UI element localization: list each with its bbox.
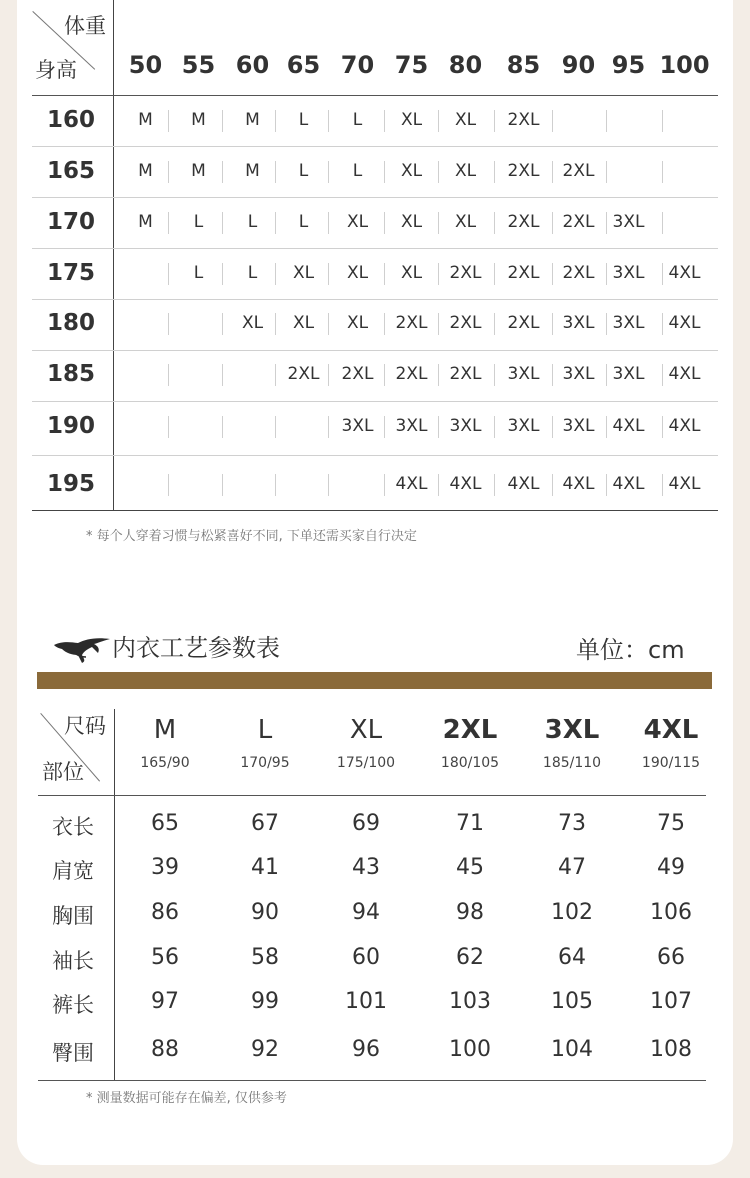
size-spec-label: 165/90: [140, 755, 190, 771]
size-cell: M: [191, 110, 206, 130]
table-divider-vertical: [113, 0, 114, 510]
size-cell: XL: [346, 313, 369, 333]
measurement-cell: 99: [251, 989, 279, 1014]
weight-column-header: 60: [235, 51, 270, 79]
size-cell: 2XL: [341, 364, 374, 384]
weight-column-header: 50: [128, 51, 163, 79]
cell-separator: [275, 474, 276, 496]
height-row-header: 180: [46, 310, 95, 336]
measurement-cell: 62: [456, 945, 484, 970]
size-cell: XL: [292, 313, 315, 333]
cell-separator: [222, 313, 223, 335]
size-cell: 2XL: [562, 212, 595, 232]
size-cell: 3XL: [562, 416, 595, 436]
size-cell: 3XL: [449, 416, 482, 436]
weight-column-header: 90: [561, 51, 596, 79]
size-column-header: L: [257, 715, 273, 745]
size-cell: 2XL: [287, 364, 320, 384]
row-divider: [32, 146, 718, 147]
measurement-cell: 102: [551, 900, 593, 925]
size-cell: 2XL: [562, 263, 595, 283]
cell-separator: [552, 110, 553, 132]
cell-separator: [494, 416, 495, 438]
size-cell: XL: [292, 263, 315, 283]
unit-label: 单位：cm: [576, 636, 685, 664]
cell-separator: [494, 313, 495, 335]
cell-separator: [494, 110, 495, 132]
cell-separator: [222, 416, 223, 438]
size-cell: 4XL: [668, 416, 701, 436]
size-column-header: M: [153, 715, 177, 745]
cell-separator: [168, 364, 169, 386]
cell-separator: [606, 110, 607, 132]
size-cell: 2XL: [449, 364, 482, 384]
cell-separator: [494, 364, 495, 386]
size-cell: L: [298, 110, 309, 130]
cell-separator: [168, 313, 169, 335]
size-cell: 2XL: [507, 212, 540, 232]
size-cell: L: [298, 212, 309, 232]
size-cell: 2XL: [562, 161, 595, 181]
size-cell: 3XL: [507, 364, 540, 384]
size-cell: 4XL: [668, 313, 701, 333]
part-row-header: 裤长: [52, 993, 94, 1017]
cell-separator: [275, 416, 276, 438]
size-cell: XL: [454, 212, 477, 232]
size-cell: L: [352, 110, 363, 130]
measurement-cell: 67: [251, 811, 279, 836]
weight-column-header: 55: [181, 51, 216, 79]
size-cell: L: [193, 212, 204, 232]
size-spec-label: 175/100: [336, 755, 396, 771]
size-cell: 4XL: [395, 474, 428, 494]
size-cell: XL: [346, 263, 369, 283]
size-cell: XL: [400, 161, 423, 181]
cell-separator: [328, 416, 329, 438]
size-cell: L: [352, 161, 363, 181]
measurement-cell: 94: [352, 900, 380, 925]
header-rule: [32, 95, 718, 96]
part-row-header: 胸围: [52, 904, 94, 928]
size-column-header: 4XL: [643, 715, 699, 745]
part-row-header: 臀围: [52, 1041, 94, 1065]
height-axis-label: 身高: [35, 58, 77, 82]
size-cell: M: [191, 161, 206, 181]
measurement-cell: 75: [657, 811, 685, 836]
height-row-header: 165: [46, 158, 95, 184]
size-column-header: XL: [349, 715, 383, 745]
size-cell: 2XL: [507, 313, 540, 333]
size-cell: 4XL: [562, 474, 595, 494]
measurement-cell: 98: [456, 900, 484, 925]
cell-separator: [222, 474, 223, 496]
cell-separator: [222, 364, 223, 386]
size-cell: M: [245, 161, 260, 181]
size-cell: M: [138, 212, 153, 232]
cell-separator: [494, 263, 495, 285]
measurement-cell: 65: [151, 811, 179, 836]
size-cell: M: [138, 110, 153, 130]
weight-column-header: 75: [394, 51, 429, 79]
size-spec-label: 185/110: [542, 755, 602, 771]
size-cell: 2XL: [507, 110, 540, 130]
row-divider: [32, 350, 718, 351]
measurement-cell: 92: [251, 1037, 279, 1062]
row-divider: [32, 299, 718, 300]
measurement-cell: 106: [650, 900, 692, 925]
table-bottom-rule: [38, 1080, 706, 1081]
measurement-cell: 60: [352, 945, 380, 970]
spec-table-title: 内衣工艺参数表: [112, 634, 280, 662]
height-row-header: 195: [46, 471, 95, 497]
size-cell: 4XL: [612, 474, 645, 494]
cell-separator: [168, 474, 169, 496]
cell-separator: [168, 263, 169, 285]
measurement-cell: 66: [657, 945, 685, 970]
header-rule: [38, 795, 706, 796]
measurement-cell: 69: [352, 811, 380, 836]
measurement-cell: 45: [456, 855, 484, 880]
weight-axis-label: 体重: [64, 14, 106, 38]
measurement-cell: 100: [449, 1037, 491, 1062]
cell-separator: [662, 161, 663, 183]
table-bottom-rule: [32, 510, 718, 511]
size-cell: 2XL: [395, 313, 428, 333]
size-cell: 2XL: [449, 263, 482, 283]
size-axis-label: 尺码: [64, 714, 106, 738]
size-cell: M: [245, 110, 260, 130]
measurement-cell: 71: [456, 811, 484, 836]
row-divider: [32, 248, 718, 249]
measurement-cell: 56: [151, 945, 179, 970]
accent-bar: [37, 672, 712, 689]
part-row-header: 肩宽: [52, 859, 94, 883]
measurement-cell: 90: [251, 900, 279, 925]
size-cell: 4XL: [449, 474, 482, 494]
size-cell: 3XL: [395, 416, 428, 436]
size-cell: 3XL: [612, 364, 645, 384]
cell-separator: [168, 416, 169, 438]
cell-separator: [662, 110, 663, 132]
measurement-cell: 96: [352, 1037, 380, 1062]
measurement-cell: 86: [151, 900, 179, 925]
measurement-cell: 64: [558, 945, 586, 970]
row-divider: [32, 455, 718, 456]
cell-separator: [494, 474, 495, 496]
height-row-header: 160: [46, 107, 95, 133]
cell-separator: [494, 212, 495, 234]
weight-column-header: 80: [448, 51, 483, 79]
size-cell: 4XL: [668, 263, 701, 283]
size-cell: 2XL: [449, 313, 482, 333]
measurement-cell: 47: [558, 855, 586, 880]
measurement-cell: 88: [151, 1037, 179, 1062]
size-cell: 3XL: [612, 212, 645, 232]
size-cell: 4XL: [507, 474, 540, 494]
height-row-header: 185: [46, 361, 95, 387]
weight-column-header: 100: [659, 51, 710, 79]
size-column-header: 3XL: [544, 715, 600, 745]
size-cell: 2XL: [507, 263, 540, 283]
measurement-cell: 49: [657, 855, 685, 880]
size-cell: L: [298, 161, 309, 181]
weight-column-header: 85: [506, 51, 541, 79]
size-cell: 3XL: [562, 364, 595, 384]
running-cheetah-logo-icon: [52, 633, 112, 665]
size-cell: 3XL: [612, 313, 645, 333]
size-cell: XL: [400, 110, 423, 130]
size-cell: XL: [400, 212, 423, 232]
size-cell: L: [247, 212, 258, 232]
cell-separator: [494, 161, 495, 183]
measurement-cell: 103: [449, 989, 491, 1014]
measurement-cell: 101: [345, 989, 387, 1014]
size-cell: XL: [346, 212, 369, 232]
size-cell: 3XL: [341, 416, 374, 436]
size-cell: 3XL: [562, 313, 595, 333]
size-cell: 4XL: [612, 416, 645, 436]
size-cell: 3XL: [507, 416, 540, 436]
measurement-cell: 43: [352, 855, 380, 880]
weight-column-header: 70: [340, 51, 375, 79]
size-note: * 每个人穿着习惯与松紧喜好不同, 下单还需买家自行决定: [86, 529, 417, 544]
measurement-cell: 108: [650, 1037, 692, 1062]
measurement-cell: 97: [151, 989, 179, 1014]
height-row-header: 190: [46, 413, 95, 439]
size-spec-label: 170/95: [240, 755, 290, 771]
size-cell: XL: [454, 110, 477, 130]
size-cell: 4XL: [668, 474, 701, 494]
size-cell: XL: [400, 263, 423, 283]
measurement-note: * 测量数据可能存在偏差, 仅供参考: [86, 1091, 287, 1106]
part-axis-label: 部位: [42, 760, 84, 784]
measurement-cell: 105: [551, 989, 593, 1014]
size-cell: 3XL: [612, 263, 645, 283]
size-cell: XL: [241, 313, 264, 333]
row-divider: [32, 197, 718, 198]
cell-separator: [328, 474, 329, 496]
measurement-cell: 41: [251, 855, 279, 880]
weight-column-header: 65: [286, 51, 321, 79]
measurement-cell: 73: [558, 811, 586, 836]
measurement-cell: 107: [650, 989, 692, 1014]
part-row-header: 衣长: [52, 815, 94, 839]
size-spec-label: 190/115: [641, 755, 701, 771]
size-cell: L: [193, 263, 204, 283]
size-spec-label: 180/105: [440, 755, 500, 771]
row-divider: [32, 401, 718, 402]
part-row-header: 袖长: [52, 949, 94, 973]
size-cell: 2XL: [395, 364, 428, 384]
cell-separator: [662, 212, 663, 234]
size-cell: L: [247, 263, 258, 283]
measurement-cell: 58: [251, 945, 279, 970]
size-cell: 2XL: [507, 161, 540, 181]
height-row-header: 170: [46, 209, 95, 235]
measurement-cell: 104: [551, 1037, 593, 1062]
size-cell: XL: [454, 161, 477, 181]
height-row-header: 175: [46, 260, 95, 286]
measurement-cell: 39: [151, 855, 179, 880]
size-cell: M: [138, 161, 153, 181]
size-column-header: 2XL: [442, 715, 498, 745]
weight-column-header: 95: [611, 51, 646, 79]
cell-separator: [606, 161, 607, 183]
size-cell: 4XL: [668, 364, 701, 384]
